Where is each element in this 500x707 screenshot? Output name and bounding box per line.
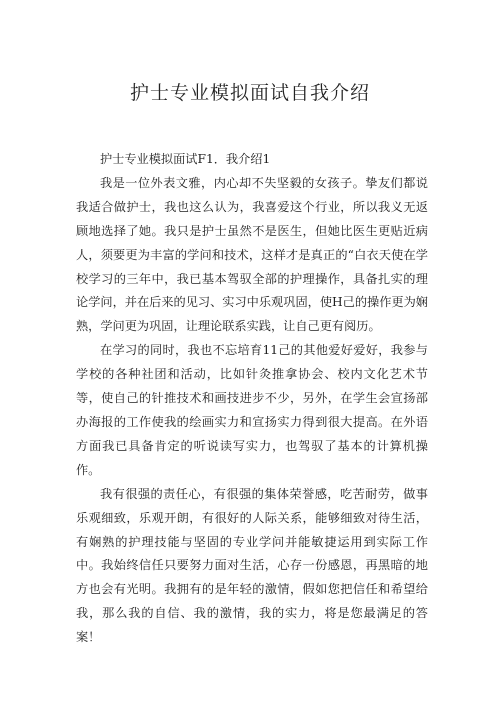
paragraph-3: 我有很强的责任心，有很强的集体荣誉感，吃苦耐劳，做事乐观细致，乐观开朗，有很好的人际关系，能够细致对待生活，有娴熟的护理技能与坚固的专业学问并能敏捷运用到实际工作中。我始终信任只要努力面对生活，心存一份感恩，再黑暗的地方也会有光明。我拥有的是年轻的激情，假如您把信任和希望给我，那么我的自信、我的激情，我的实力，将是您最满足的答案！ <box>76 486 428 645</box>
document-body <box>76 148 428 650</box>
paragraph-1: 我是一位外表文雅，内心却不失坚毅的女孩子。挚友们都说我适合做护士，我也这么认为，我喜爱这个行业，所以我义无返顾地选择了她。我只是护士虽然不是医生，但她比医生更贴近病人，须要更为丰富的学问和技术，这样才是真正的“白衣天使在学校学习的三年中，我已基本驾驭全部的护理操作，具备扎实的理论学问，并在后来的见习、实习中乐观巩固，使H己的操作更为娴熟，学问更为巩固，让理论联系实践，让自己更有阅历。 <box>76 175 428 334</box>
paragraph-2: 在学习的同时，我也不忘培育11己的其他爱好爱好，我参与学校的各种社团和活动，比如针灸推拿协会、校内文化艺术节等，使自己的针推技术和画技进步不少，另外，在学生会宣扬部办海报的工作使我的绘画实力和宣扬实力得到很大提高。在外语方面我已具备肯定的听说读写实力，也驾驭了基本的计算机操作。 <box>76 343 428 477</box>
page-title: 护士专业模拟面试自我介绍 <box>129 82 370 104</box>
document-subtitle: 护士专业模拟面试F1．我介绍1 <box>100 152 271 166</box>
